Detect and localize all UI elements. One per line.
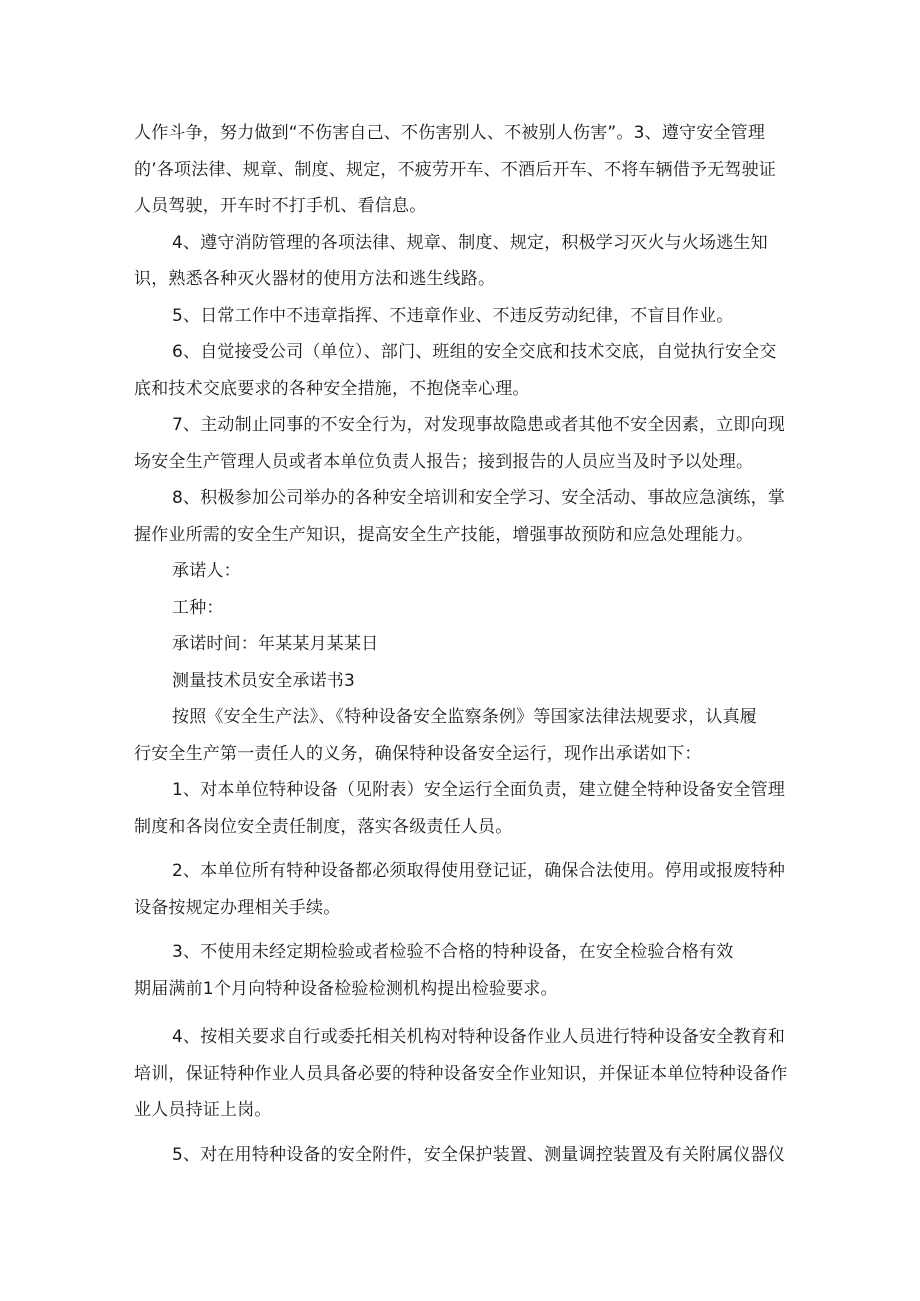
section-title: 测量技术员安全承诺书3 (172, 670, 356, 691)
text-line: 行安全生产第一责任人的义务，确保特种设备安全运行，现作出承诺如下： (134, 743, 702, 764)
text-line: 5、对在用特种设备的安全附件，安全保护装置、测量调控装置及有关附属仪器仪 (172, 1144, 786, 1165)
document-page (134, 115, 788, 1173)
text-line: 5、日常工作中不违章指挥、不违章作业、不违反劳动纪律，不盲目作业。 (172, 305, 734, 326)
text-line: 人员驾驶，开车时不打手机、看信息。 (134, 196, 427, 216)
text-line: 握作业所需的安全生产知识，提高安全生产技能，增强事故预防和应急处理能力。 (134, 524, 754, 545)
text-line: 业人员持证上岗。 (134, 1100, 272, 1120)
text-line: 场安全生产管理人员或者本单位负责人报告；接到报告的人员应当及时予以处理。 (134, 451, 754, 472)
text-line: 的’各项法律、规章、制度、规定，不疲劳开车、不酒后开车、不将车辆借予无驾驶证 (134, 159, 777, 180)
text-line: 设备按规定办理相关手续。 (134, 897, 341, 918)
text-line: 制度和各岗位安全责任制度，落实各级责任人员。 (134, 816, 513, 837)
text-line: 1、对本单位特种设备（见附表）安全运行全面负责，建立健全特种设备安全管理 (172, 780, 786, 800)
text-line: 4、按相关要求自行或委托相关机构对特种设备作业人员进行特种设备安全教育和 (172, 1027, 786, 1047)
job-type-label: 工种： (172, 597, 224, 618)
text-line: 8、积极参加公司举办的各种安全培训和安全学习、安全活动、事故应急演练，掌 (172, 488, 786, 508)
text-line: 期届满前1个月向特种设备检验检测机构提出检验要求。 (134, 978, 558, 999)
text-line: 识，熟悉各种灭火器材的使用方法和逃生线路。 (134, 269, 496, 289)
text-line: 底和技术交底要求的各种安全措施，不抱侥幸心理。 (134, 378, 530, 399)
text-line: 6、自觉接受公司（单位）、部门、班组的安全交底和技术交底，自觉执行安全交 (172, 342, 777, 362)
text-line: 按照《安全生产法》、《特种设备安全监察条例》等国家法律法规要求，认真履 (172, 707, 757, 727)
text-line: 培训，保证特种作业人员具备必要的特种设备安全作业知识，并保证本单位特种设备作 (134, 1063, 788, 1084)
text-line: 7、主动制止同事的不安全行为，对发现事故隐患或者其他不安全因素，立即向现 (172, 415, 786, 435)
text-line: 3、不使用未经定期检验或者检验不合格的特种设备，在安全检验合格有效 (172, 942, 734, 962)
text-line: 4、遵守消防管理的各项法律、规章、制度、规定，积极学习灭火与火场逃生知 (172, 232, 768, 253)
signatory-label: 承诺人： (172, 561, 241, 581)
commitment-date: 承诺时间：年某某月某某日 (172, 634, 379, 654)
text-line: 2、本单位所有特种设备都必须取得使用登记证，确保合法使用。停用或报废特种 (172, 861, 786, 881)
text-line: 人作斗争，努力做到“不伤害自己、不伤害别人、不被别人伤害”。3、遵守安全管理 (134, 123, 766, 143)
